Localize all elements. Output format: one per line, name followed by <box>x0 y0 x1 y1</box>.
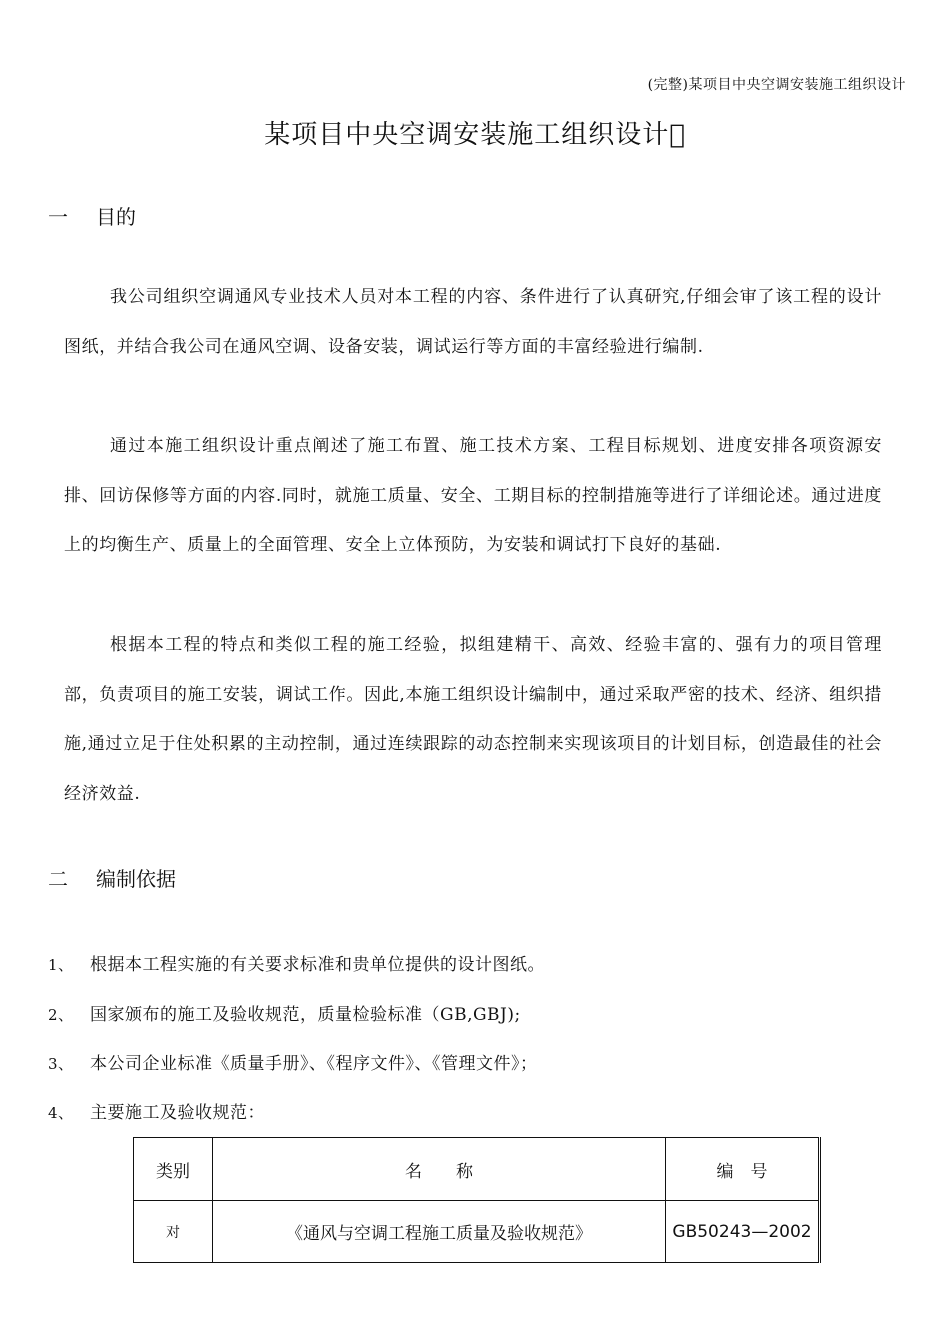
paragraph-purpose-2: 通过本施工组织设计重点阐述了施工布置、施工技术方案、工程目标规划、进度安排各项资源安排、回访保修等方面的内容.同时，就施工质量、安全、工期目标的控制措施等进行了详细论述。通过进度上的均衡生产、质量上的全面管理、安全上立体预防，为安装和调试打下良好的基础. <box>64 436 882 556</box>
running-header: (完整)某项目中央空调安装施工组织设计 <box>647 77 906 93</box>
table-header-row <box>134 1138 820 1201</box>
table-cell-type: 对 <box>134 1201 213 1263</box>
section-number: 一 <box>48 205 68 229</box>
list-index: 3、 <box>48 1055 74 1073</box>
list-index: 1、 <box>48 956 74 974</box>
list-item <box>48 950 545 975</box>
table-header-name: 名 称 <box>213 1138 666 1201</box>
section-heading-basis <box>48 863 176 892</box>
table-header-code: 编 号 <box>666 1138 820 1201</box>
list-text: 国家颁布的施工及验收规范，质量检验标准（GB,GBJ); <box>90 1005 521 1025</box>
list-item <box>48 1049 538 1074</box>
paragraph-purpose-3: 根据本工程的特点和类似工程的施工经验，拟组建精干、高效、经验丰富的、强有力的项目管理部，负责项目的施工安装，调试工作。因此,本施工组织设计编制中，通过采取严密的技术、经济、组织措施,通过立足于住处积累的主动控制，通过连续跟踪的动态控制来实现该项目的计划目标，创造最佳的社会经济效益. <box>64 635 882 804</box>
section-heading-purpose <box>48 201 136 230</box>
list-item <box>48 1098 265 1123</box>
table-header-type: 类别 <box>134 1138 213 1201</box>
list-index: 2、 <box>48 1006 74 1024</box>
list-index: 4、 <box>48 1104 74 1122</box>
table-row <box>134 1201 820 1263</box>
spec-table <box>133 1137 821 1263</box>
list-text: 根据本工程实施的有关要求标准和贵单位提供的设计图纸。 <box>90 955 545 975</box>
section-title: 目的 <box>96 205 136 229</box>
list-text: 主要施工及验收规范： <box>90 1103 265 1123</box>
list-item <box>48 1000 521 1025</box>
list-text: 本公司企业标准《质量手册》、《程序文件》、《管理文件》； <box>90 1054 538 1074</box>
table-cell-name: 《通风与空调工程施工质量及验收规范》 <box>213 1201 666 1263</box>
table-cell-code: GB50243—2002 <box>666 1201 820 1263</box>
section-title: 编制依据 <box>96 867 176 891</box>
paragraph-purpose-1: 我公司组织空调通风专业技术人员对本工程的内容、条件进行了认真研究,仔细会审了该工程的设计图纸，并结合我公司在通风空调、设备安装，调试运行等方面的丰富经验进行编制. <box>64 287 882 357</box>
section-number: 二 <box>48 867 68 891</box>
document-title: 某项目中央空调安装施工组织设计  <box>264 120 686 150</box>
